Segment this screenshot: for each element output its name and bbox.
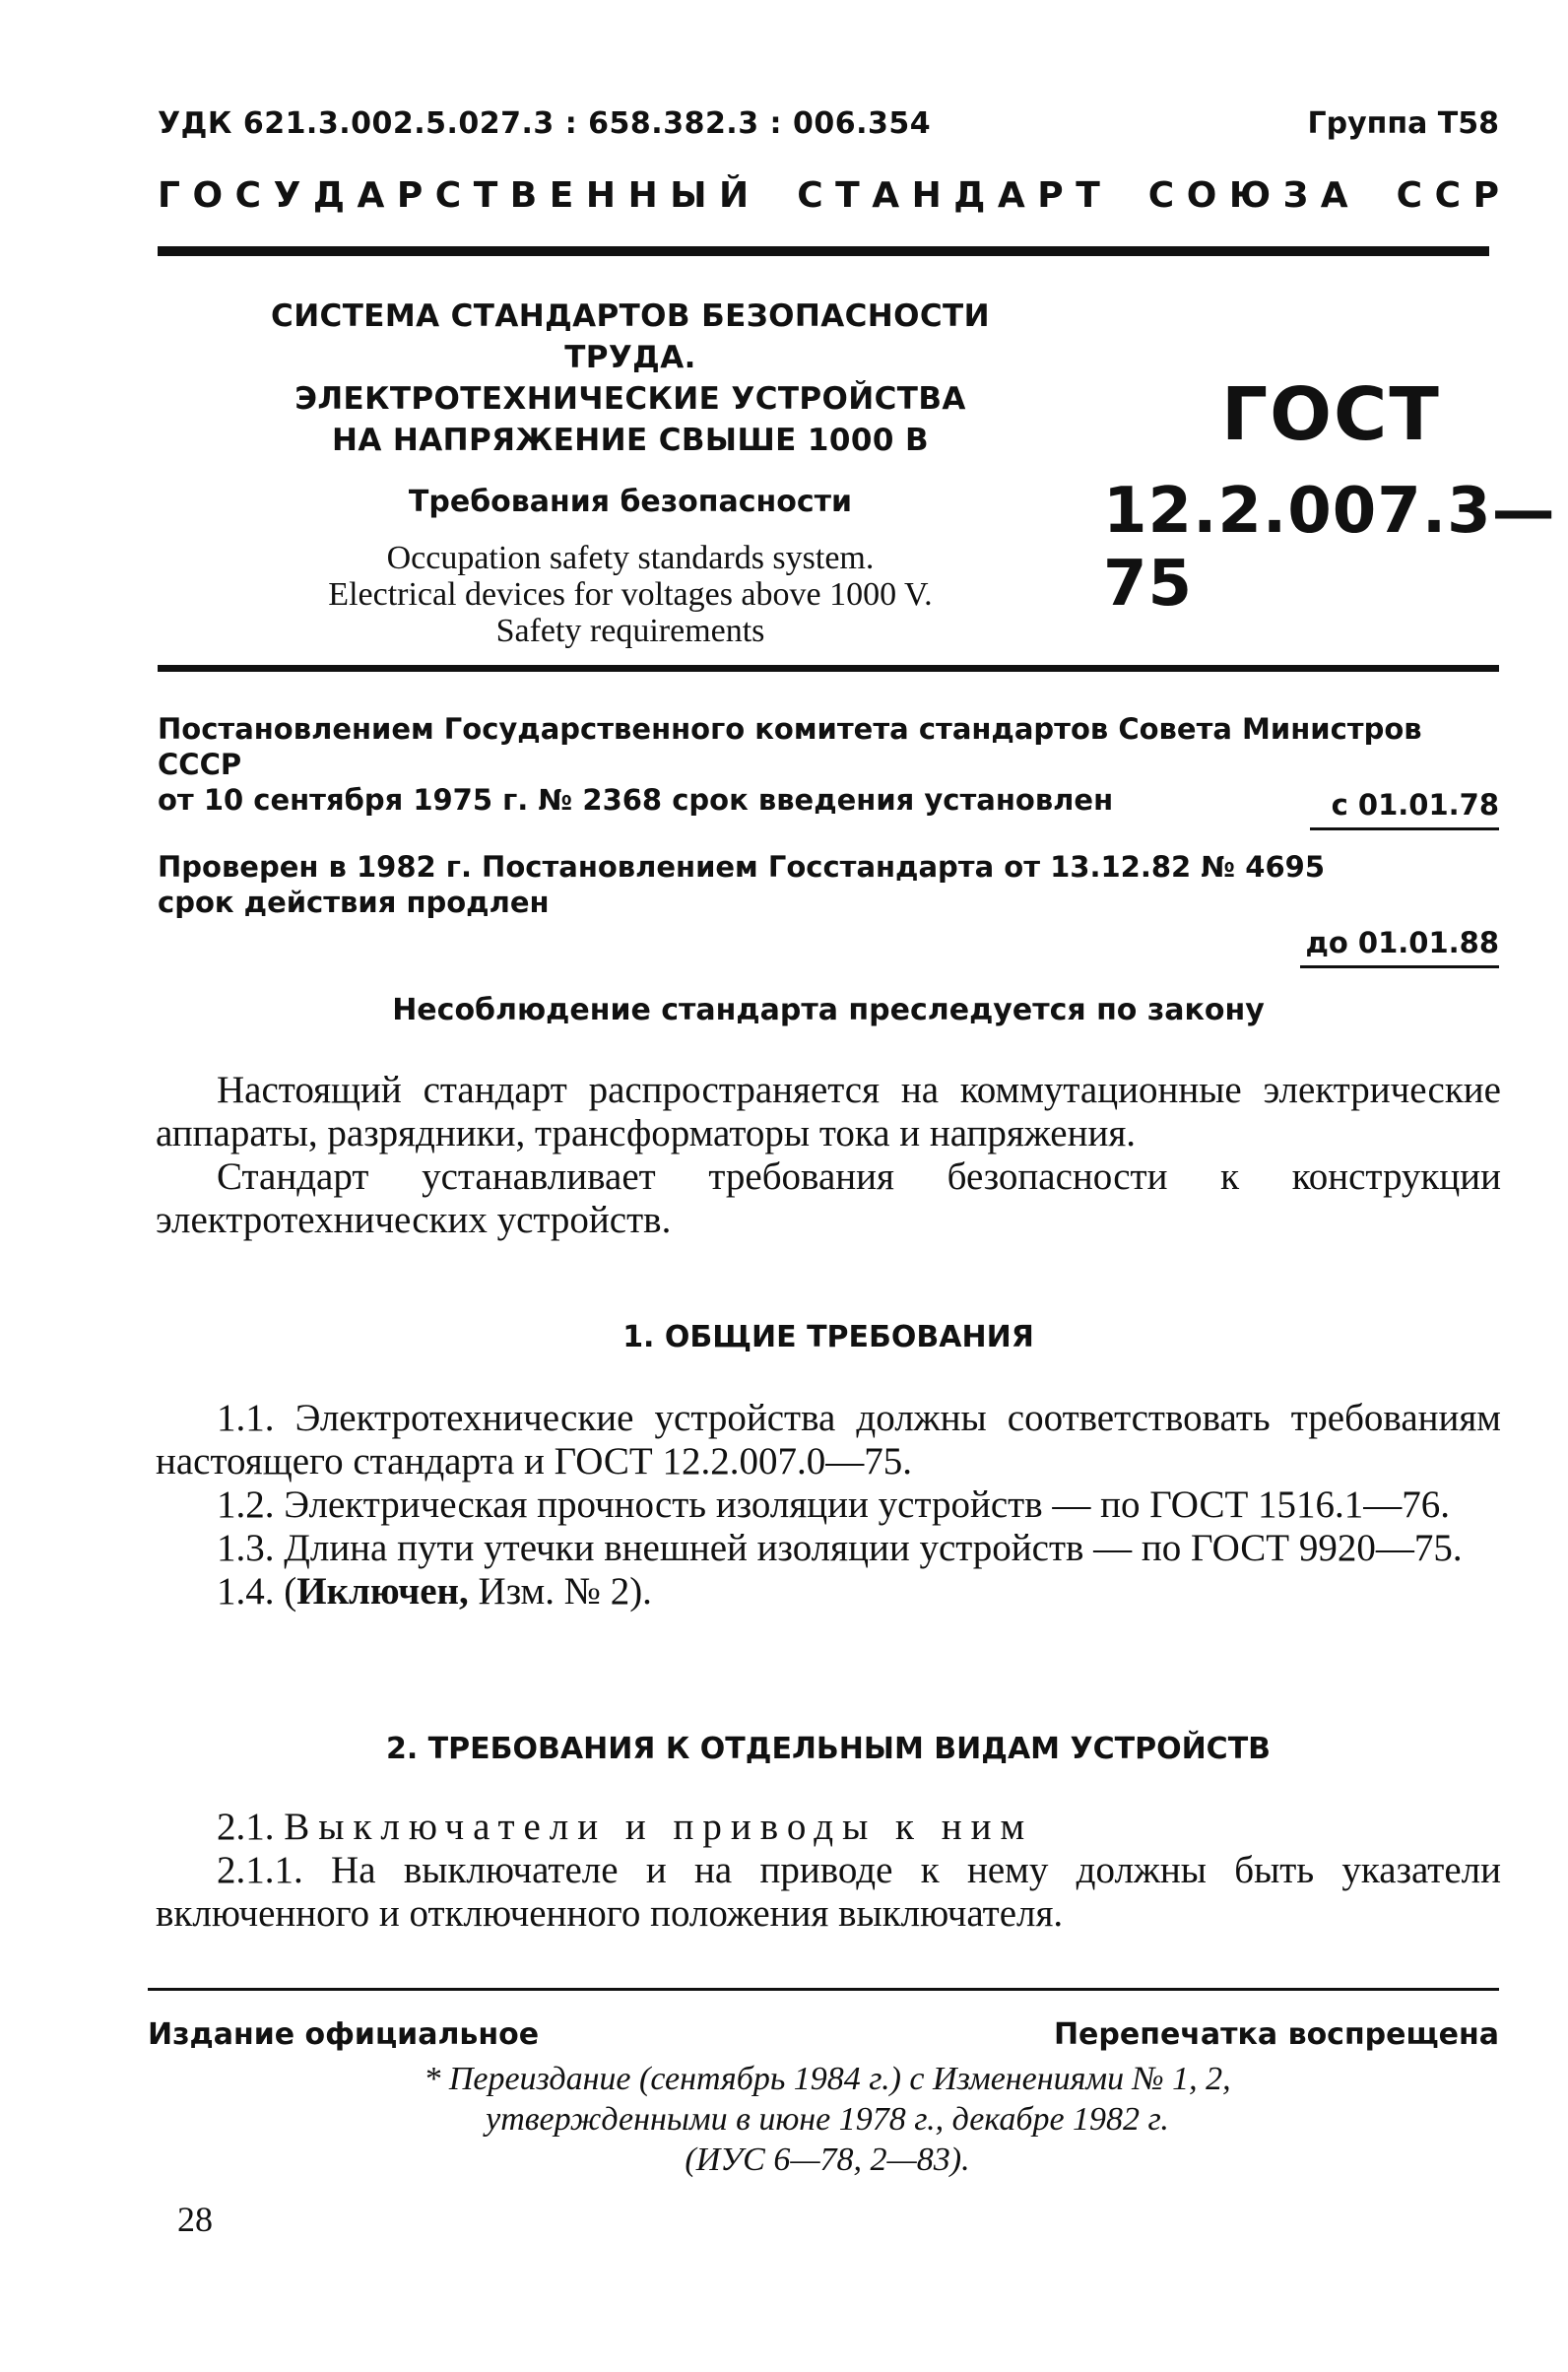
header-rule-thick	[158, 246, 1489, 256]
decree-line-1: Постановлением Государственного комитета стандартов Совета Министров СССР	[158, 712, 1422, 781]
clause-1-2: 1.2. Электрическая прочность изоляции устройств — по ГОСТ 1516.1—76.	[217, 1483, 1451, 1526]
date-to: до 01.01.88	[1305, 926, 1499, 959]
group-code: Группа Т58	[1307, 106, 1499, 141]
footer-rule	[148, 1988, 1499, 1991]
title-line-1: СИСТЕМА СТАНДАРТОВ БЕЗОПАСНОСТИ ТРУДА.	[271, 298, 990, 375]
date-from: с 01.01.78	[1331, 788, 1499, 822]
reprint-prohibited: Перепечатка воспрещена	[1053, 2017, 1499, 2052]
intro-text	[156, 1069, 1501, 1242]
section-2-heading: 2. ТРЕБОВАНИЯ К ОТДЕЛЬНЫМ ВИДАМ УСТРОЙСТВ	[385, 1732, 1272, 1766]
banner-word-union: С О Ю З А	[1147, 175, 1348, 216]
clause-2-1-1: 2.1.1. На выключателе и на приводе к нему должны быть указатели включенного и отключенного положения выключателя.	[156, 1849, 1501, 1935]
check-line-2: срок действия продлен	[158, 886, 550, 919]
clause-1-4-excluded: Иключен,	[296, 1570, 469, 1613]
clause-1-4-number: 1.4. (	[217, 1570, 297, 1613]
date-from-underline	[1310, 827, 1499, 830]
clause-1-1: 1.1. Электротехнические устройства должны соответствовать требованиям настоящего стандарта и ГОСТ 12.2.007.0—75.	[156, 1397, 1501, 1482]
section-1-heading: 1. ОБЩИЕ ТРЕБОВАНИЯ	[622, 1320, 1034, 1354]
title-english-line-3: Safety requirements	[495, 613, 765, 649]
clause-1-4	[156, 1570, 1501, 1614]
udk-code: УДК 621.3.002.5.027.3 : 658.382.3 : 006.354	[158, 106, 932, 141]
intro-paragraph-2: Стандарт устанавливает требования безопасности к конструкции электротехнических устройств.	[156, 1155, 1501, 1241]
banner-word-standard: С Т А Н Д А Р Т	[797, 175, 1100, 216]
intro-paragraph-1: Настоящий стандарт распространяется на коммутационные электрические аппараты, разрядники, трансформаторы тока и напряжения.	[156, 1069, 1501, 1154]
reissue-note	[295, 2059, 1359, 2180]
reissue-note-line-3: (ИУС 6—78, 2—83).	[685, 2141, 970, 2178]
law-notice: Несоблюдение стандарта преследуется по закону	[392, 993, 1265, 1027]
decree-line-2: от 10 сентября 1975 г. № 2368 срок введения установлен	[158, 783, 1114, 817]
reissue-note-line-2: утвержденными в июне 1978 г., декабре 1982 г.	[486, 2101, 1169, 2138]
clause-2-1	[156, 1806, 1501, 1849]
clause-1-3: 1.3. Длина пути утечки внешней изоляции устройств — по ГОСТ 9920—75.	[217, 1527, 1463, 1569]
clause-1-4-amendment: Изм. № 2).	[468, 1570, 652, 1613]
title-subtitle: Требования безопасности	[408, 485, 853, 519]
banner-word-state: Г О С У Д А Р С Т В Е Н Н Ы Й	[158, 175, 750, 216]
official-edition: Издание официальное	[148, 2017, 540, 2052]
gost-number: 12.2.007.3—75	[1103, 475, 1556, 621]
section-2-text	[156, 1806, 1501, 1936]
title-rule	[158, 665, 1499, 672]
title-block	[217, 296, 1044, 649]
banner-word-ussr: С С Р	[1396, 175, 1499, 216]
date-to-underline	[1300, 965, 1499, 968]
state-standard-banner	[158, 175, 1499, 216]
gost-label: ГОСТ	[1221, 372, 1441, 457]
reissue-note-line-1: * Переиздание (сентябрь 1984 г.) с Изменениями № 1, 2,	[424, 2061, 1231, 2097]
clause-2-1-title: Выключатели и приводы к ним	[284, 1806, 1034, 1848]
title-english	[217, 540, 1044, 649]
page-number: 28	[177, 2200, 213, 2239]
title-line-2: ЭЛЕКТРОТЕХНИЧЕСКИЕ УСТРОЙСТВА	[294, 381, 966, 417]
check-line-1: Проверен в 1982 г. Постановлением Госстандарта от 13.12.82 № 4695	[158, 850, 1326, 884]
title-english-line-2: Electrical devices for voltages above 1000 V.	[328, 576, 933, 613]
decree-block	[158, 711, 1499, 818]
clause-2-1-number: 2.1.	[217, 1806, 275, 1848]
section-1-text	[156, 1397, 1501, 1614]
title-english-line-1: Occupation safety standards system.	[386, 540, 875, 576]
title-line-3: НА НАПРЯЖЕНИЕ СВЫШЕ 1000 В	[331, 423, 930, 458]
check-block	[158, 849, 1499, 920]
